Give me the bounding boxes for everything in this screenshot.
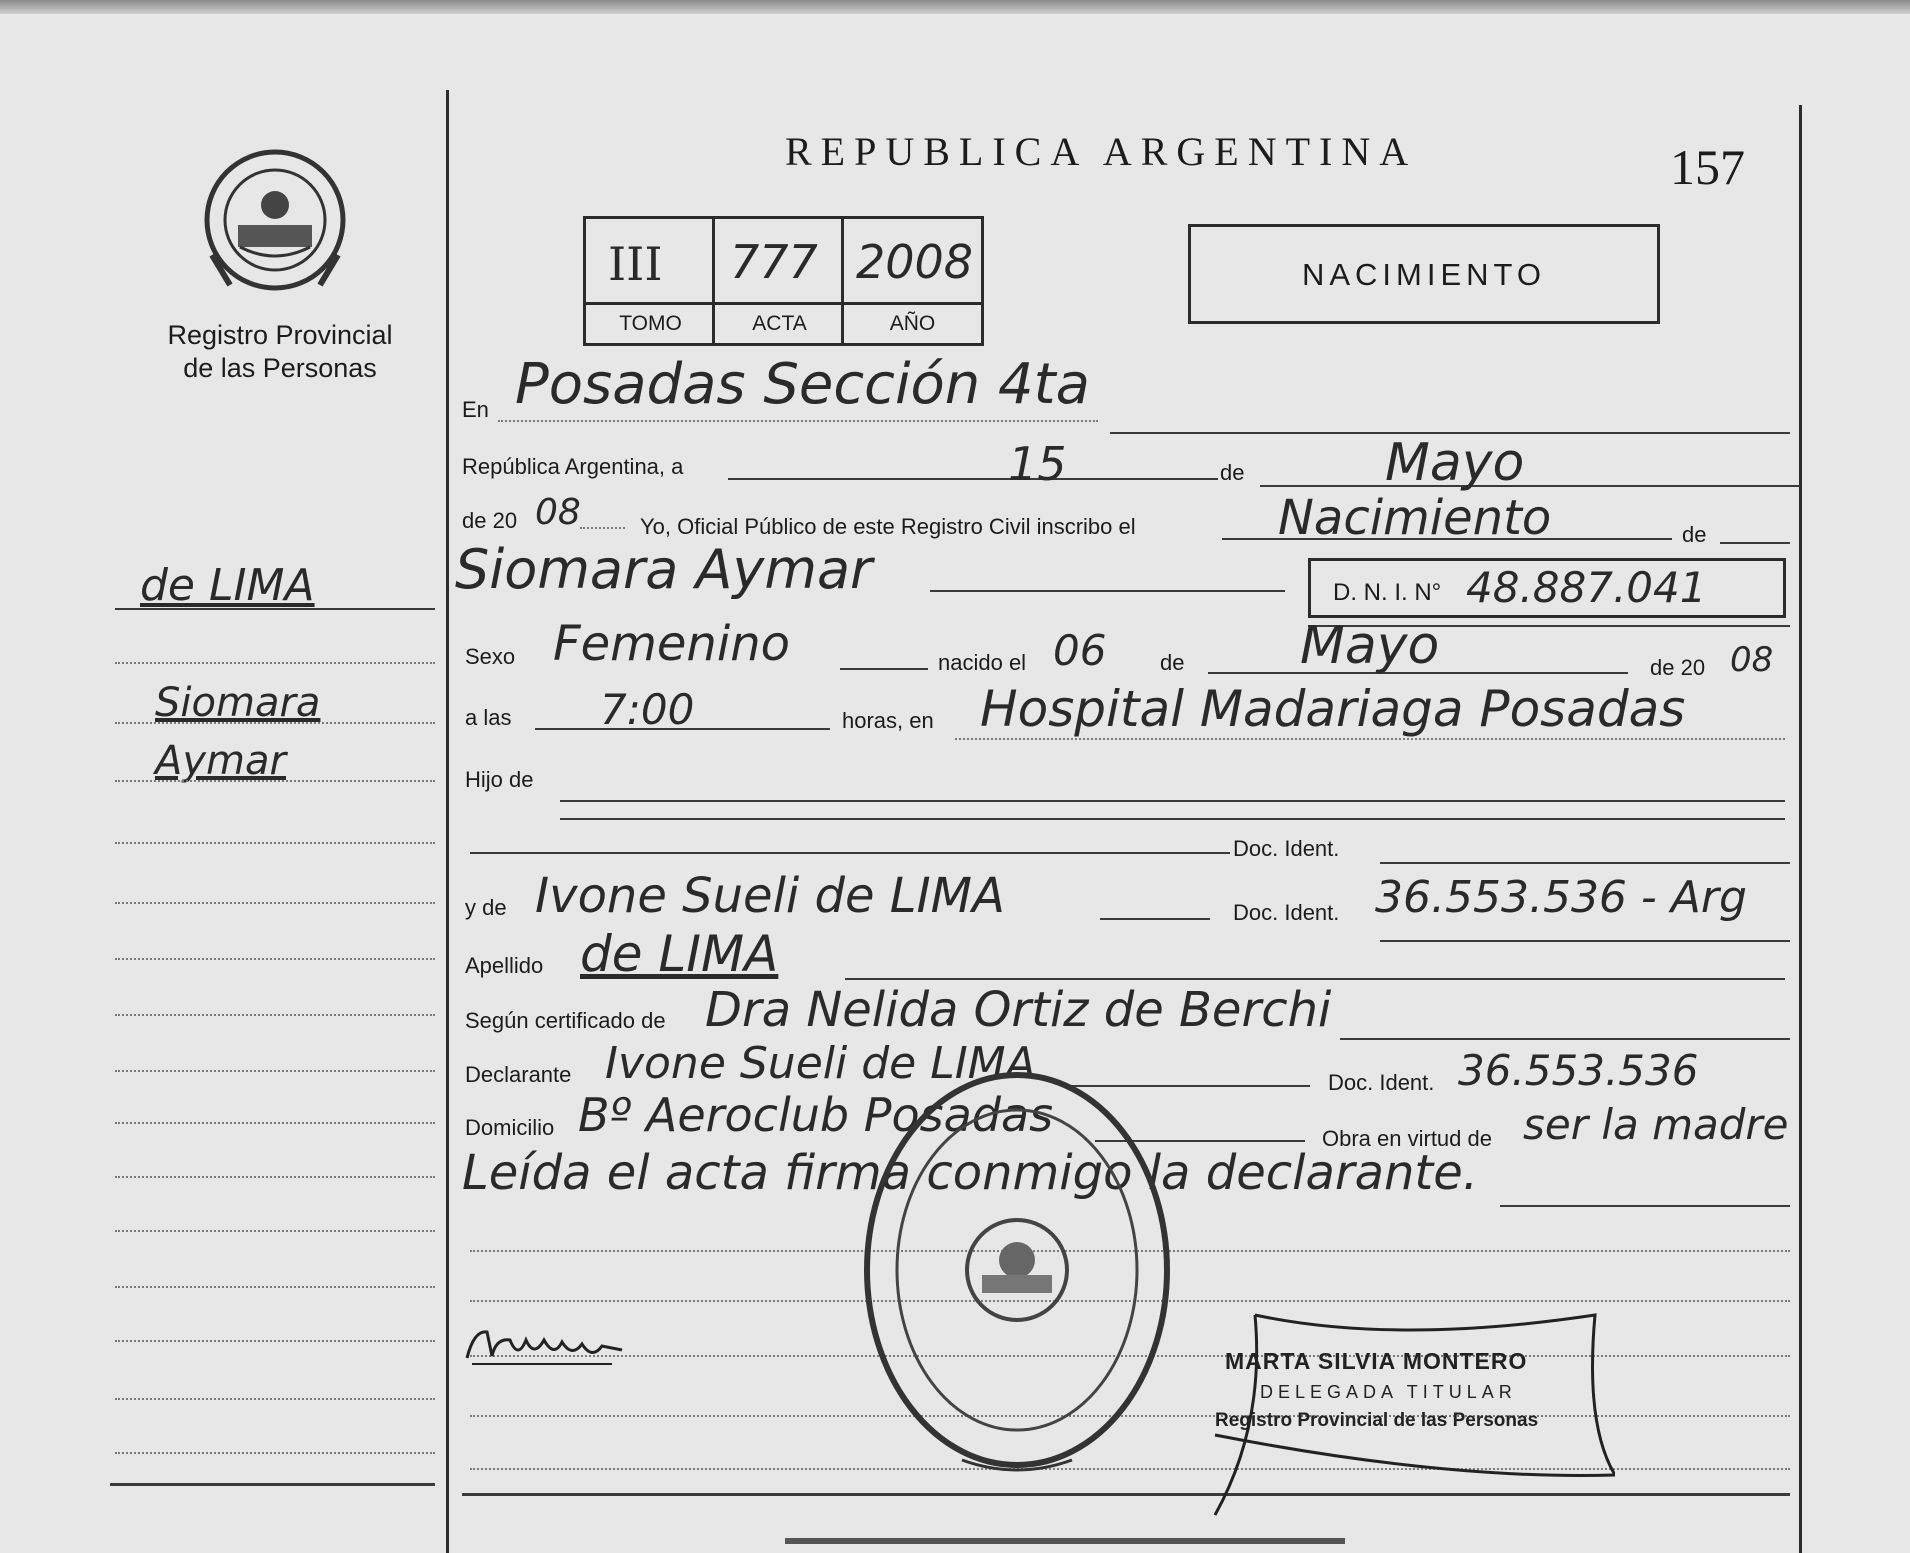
declarant-name: Ivone Sueli de LIMA	[605, 1038, 1036, 1089]
margin-dotted-line	[115, 1340, 435, 1342]
official-role: DELEGADA TITULAR	[1260, 1382, 1517, 1402]
next-record-header	[785, 1538, 1345, 1553]
right-border-line	[1799, 105, 1802, 1553]
margin-dotted-line	[115, 1176, 435, 1178]
record-type-box	[1188, 224, 1660, 324]
line	[470, 852, 1230, 854]
provincial-seal-icon	[200, 145, 350, 295]
margin-dotted-line	[115, 1014, 435, 1016]
official-institution: Registro Provincial de las Personas	[1215, 1410, 1539, 1431]
declarant-doc-ident: 36.553.536	[1458, 1046, 1699, 1095]
label-apellido: Apellido	[465, 953, 544, 978]
label-republica-a: República Argentina, a	[462, 454, 684, 479]
country-title: REPUBLICA ARGENTINA	[785, 129, 1418, 174]
year-value: 2008	[856, 235, 974, 289]
line	[845, 978, 1785, 980]
tomo-label: TOMO	[619, 312, 682, 335]
label-en: En	[462, 397, 489, 422]
official-name: MARTA SILVIA MONTERO	[1225, 1348, 1528, 1374]
label-de-2: de	[1682, 522, 1707, 547]
line	[840, 668, 928, 670]
margin-dotted-line	[115, 1122, 435, 1124]
dotted-line	[498, 420, 1098, 422]
margin-dotted-line	[115, 842, 435, 844]
official-stamp-icon	[852, 1060, 1182, 1480]
acta-label: ACTA	[752, 312, 807, 335]
registry-name-line2: de las Personas	[183, 353, 377, 383]
label-horas-en: horas, en	[842, 708, 934, 733]
birth-month: Mayo	[1300, 616, 1440, 676]
reference-box-divider	[586, 302, 981, 305]
label-obra-en-virtud: Obra en virtud de	[1322, 1126, 1492, 1151]
acta-value: 777	[730, 235, 818, 289]
label-year-prefix-2: de 20	[1650, 655, 1706, 680]
line	[560, 800, 1785, 802]
record-type: NACIMIENTO	[1301, 257, 1547, 292]
line	[1500, 1205, 1790, 1207]
line	[1720, 542, 1790, 544]
page-number: 157	[1670, 139, 1745, 195]
label-y-de: y de	[465, 895, 507, 920]
label-oficial: Yo, Oficial Público de este Registro Civil inscribo el	[640, 514, 1136, 539]
label-year-prefix: de 20	[462, 508, 518, 533]
margin-dotted-line	[115, 1070, 435, 1072]
margin-dotted-line	[115, 902, 435, 904]
birth-year-suffix: 08	[1730, 640, 1774, 680]
label-sexo: Sexo	[465, 644, 516, 669]
line	[560, 818, 1785, 820]
label-hijo-de: Hijo de	[465, 767, 534, 792]
margin-bottom-rule	[110, 1483, 435, 1486]
label-a-las: a las	[465, 705, 512, 730]
record-reference-box	[583, 216, 984, 346]
registry-name-line1: Registro Provincial	[167, 320, 393, 350]
label-dni: D. N. I. N°	[1333, 579, 1442, 606]
label-doc-ident-1: Doc. Ident.	[1233, 836, 1340, 861]
margin-dotted-line	[115, 1452, 435, 1454]
line	[1380, 940, 1790, 942]
label-de-3: de	[1160, 650, 1185, 675]
dni-value: 48.887.041	[1466, 563, 1707, 612]
label-nacido-el: nacido el	[938, 650, 1027, 675]
line	[1340, 1038, 1790, 1040]
left-column-divider	[446, 90, 449, 1553]
margin-dotted-line	[115, 780, 435, 782]
margin-dotted-line	[115, 958, 435, 960]
child-full-name: Siomara Aymar	[455, 538, 873, 601]
label-de-1: de	[1220, 460, 1245, 485]
label-doc-ident-2: Doc. Ident.	[1233, 900, 1340, 925]
year-label: AÑO	[889, 312, 936, 335]
margin-given-name: Siomara	[155, 680, 321, 726]
line	[930, 590, 1285, 592]
line	[728, 478, 1218, 480]
margin-rule	[115, 608, 435, 610]
label-declarante: Declarante	[465, 1062, 572, 1087]
page-top-edge	[0, 0, 1910, 14]
sex-value: Femenino	[553, 616, 790, 672]
label-segun-certificado: Según certificado de	[465, 1008, 666, 1033]
line	[1260, 485, 1800, 487]
margin-given-name-2: Aymar	[155, 738, 286, 784]
birth-day: 06	[1053, 626, 1107, 675]
margin-dotted-line	[115, 722, 435, 724]
mother-doc-ident: 36.553.536 - Arg	[1375, 872, 1747, 923]
act-type-value: Nacimiento	[1278, 490, 1552, 546]
margin-surname: de LIMA	[140, 560, 315, 611]
registration-month: Mayo	[1385, 433, 1525, 493]
margin-dotted-line	[115, 1286, 435, 1288]
mother-name: Ivone Sueli de LIMA	[535, 868, 1005, 924]
dni-box	[1308, 558, 1786, 618]
margin-dotted-line	[115, 1230, 435, 1232]
tomo-value: III	[608, 237, 663, 291]
place-value: Posadas Sección 4ta	[515, 352, 1090, 417]
capacity-value: ser la madre	[1523, 1100, 1789, 1149]
line	[1100, 918, 1210, 920]
margin-dotted-line	[115, 662, 435, 664]
dotted-line	[580, 527, 625, 529]
certifying-doctor: Dra Nelida Ortiz de Berchi	[705, 982, 1332, 1038]
registration-day: 15	[1008, 437, 1067, 491]
birth-time: 7:00	[600, 685, 695, 734]
address-value: Bº Aeroclub Posadas	[578, 1088, 1054, 1142]
dotted-line	[955, 738, 1785, 740]
label-domicilio: Domicilio	[465, 1115, 555, 1140]
declarant-signature-icon	[462, 1320, 632, 1370]
birth-place: Hospital Madariaga Posadas	[980, 680, 1686, 738]
registration-year-suffix: 08	[535, 492, 581, 533]
closing-annotation: Leída el acta firma conmigo la declarante.	[462, 1145, 1479, 1201]
line	[1380, 862, 1790, 864]
surname-value: de LIMA	[580, 925, 779, 983]
label-doc-ident-3: Doc. Ident.	[1328, 1070, 1435, 1095]
margin-dotted-line	[115, 1398, 435, 1400]
